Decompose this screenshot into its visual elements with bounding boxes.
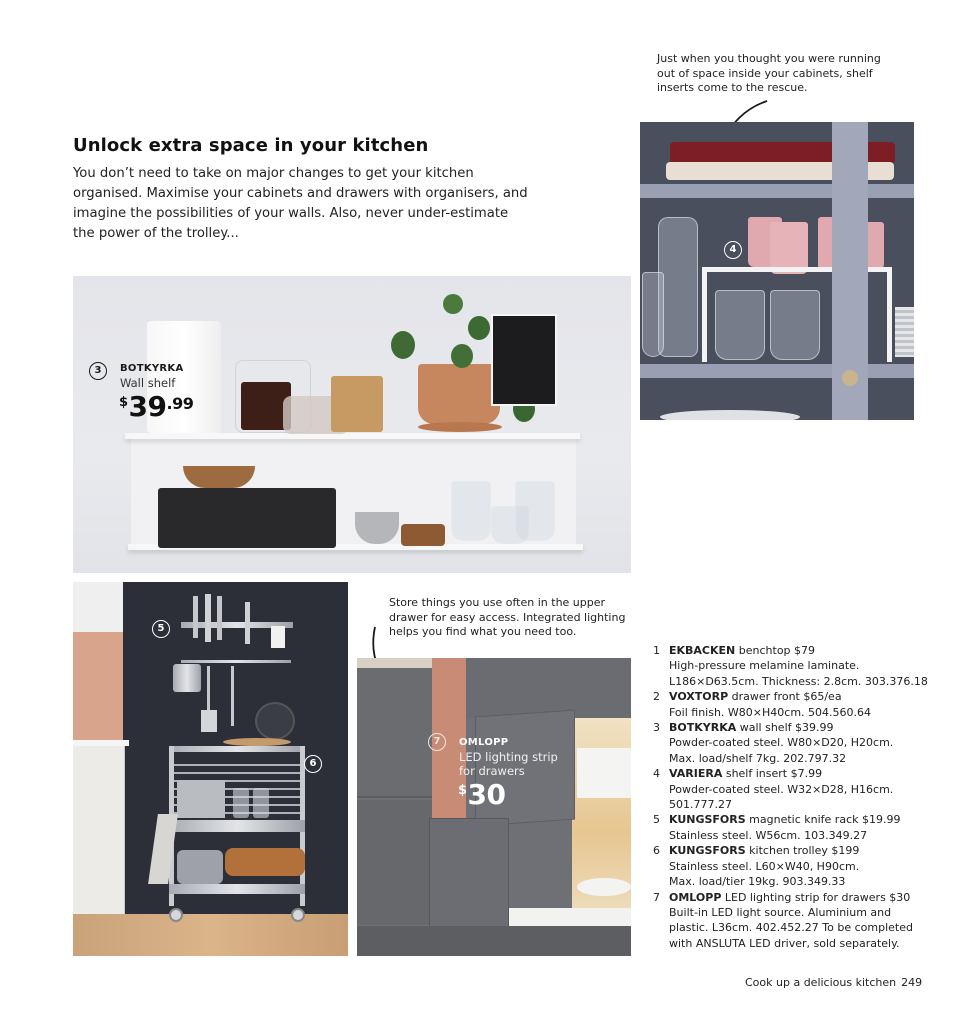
product-title: shelf insert $7.99 [722, 767, 823, 781]
product-number: 6 [653, 844, 660, 858]
product-detail: Foil finish. W80×H40cm. 504.560.64 [669, 705, 872, 719]
product-detail: plastic. L36cm. 402.452.27 To be completed [669, 921, 913, 935]
product-number: 4 [653, 767, 660, 781]
product-item [653, 766, 918, 812]
page-title: Unlock extra space in your kitchen [73, 135, 429, 156]
cabinet-caption: Just when you thought you were running out of space inside your cabinets, shelf inserts come to the rescue. [657, 52, 881, 94]
product-item [653, 890, 918, 952]
omlopp-callout-name: OMLOPP [459, 737, 509, 748]
product-name: BOTKYRKA [669, 721, 737, 735]
product-item [653, 812, 918, 843]
omlopp-callout-desc-2: for drawers [459, 764, 525, 778]
callout-3-badge: 3 [89, 362, 107, 380]
product-name: OMLOPP [669, 890, 722, 904]
drawer-lighting-photo [357, 658, 631, 956]
product-item [653, 843, 918, 889]
intro-paragraph: You don’t need to take on major changes to get your kitchen organised. Maximise your cabinets and drawers with organisers, and imagine the possibilities of your walls. Also, never under-estimate the power of the trolley... [73, 166, 528, 241]
product-detail: with ANSLUTA LED driver, sold separately. [669, 936, 900, 950]
product-name: VARIERA [669, 767, 723, 781]
product-detail: Built-in LED light source. Aluminium and [669, 905, 892, 919]
product-detail: High-pressure melamine laminate. [669, 659, 860, 673]
product-number: 1 [653, 644, 660, 657]
currency-symbol: $ [119, 395, 128, 410]
botkyrka-callout-desc: Wall shelf [120, 376, 176, 390]
product-detail: Powder-coated steel. W32×D28, H16cm. [669, 782, 894, 796]
callout-5-badge: 5 [152, 620, 170, 638]
product-number: 2 [653, 690, 660, 704]
product-title: benchtop $79 [735, 644, 816, 657]
botkyrka-callout-name: BOTKYRKA [120, 363, 184, 374]
product-number: 5 [653, 813, 660, 827]
product-detail: Stainless steel. L60×W40, H90cm. [669, 859, 860, 873]
cabinet-shelf-insert-photo [640, 122, 914, 420]
price-whole: 39 [128, 390, 167, 423]
omlopp-callout-desc-1: LED lighting strip [459, 750, 558, 764]
price-whole: 30 [467, 778, 506, 811]
wall-shelves-photo [73, 276, 631, 573]
product-number: 3 [653, 721, 660, 735]
callout-4-badge: 4 [724, 241, 742, 259]
callout-6-badge: 6 [304, 755, 322, 773]
product-title: wall shelf $39.99 [736, 721, 834, 735]
product-title: LED lighting strip for drawers $30 [721, 890, 911, 904]
product-list [653, 643, 928, 951]
kitchen-trolley-photo [73, 582, 348, 956]
page-footer [745, 976, 922, 989]
product-title: magnetic knife rack $19.99 [745, 813, 901, 827]
product-detail: Max. load/tier 19kg. 903.349.33 [669, 875, 846, 889]
product-detail: Stainless steel. W56cm. 103.349.27 [669, 828, 868, 842]
product-name: KUNGSFORS [669, 844, 746, 858]
product-item [653, 643, 928, 689]
product-name: KUNGSFORS [669, 813, 746, 827]
product-title: drawer front $65/ea [728, 690, 842, 704]
product-name: EKBACKEN [669, 644, 736, 657]
product-name: VOXTORP [669, 690, 729, 704]
product-item [653, 689, 918, 720]
page-number: 249 [901, 976, 923, 989]
product-detail: Max. load/shelf 7kg. 202.797.32 [669, 751, 847, 765]
product-item [653, 720, 918, 766]
product-detail: 501.777.27 [669, 798, 732, 812]
drawer-caption: Store things you use often in the upper drawer for easy access. Integrated lighting helps you find what you need too. [389, 596, 626, 638]
product-detail: Powder-coated steel. W80×D20, H20cm. [669, 736, 894, 750]
section-name: Cook up a delicious kitchen [745, 976, 897, 989]
botkyrka-price [119, 390, 194, 423]
callout-7-badge: 7 [428, 733, 446, 751]
currency-symbol: $ [458, 783, 467, 798]
price-cents: .99 [166, 394, 194, 413]
product-title: kitchen trolley $199 [745, 844, 860, 858]
product-number: 7 [653, 890, 660, 904]
omlopp-price [458, 778, 506, 811]
product-detail: L186×D63.5cm. Thickness: 2.8cm. 303.376.18 [669, 674, 928, 688]
